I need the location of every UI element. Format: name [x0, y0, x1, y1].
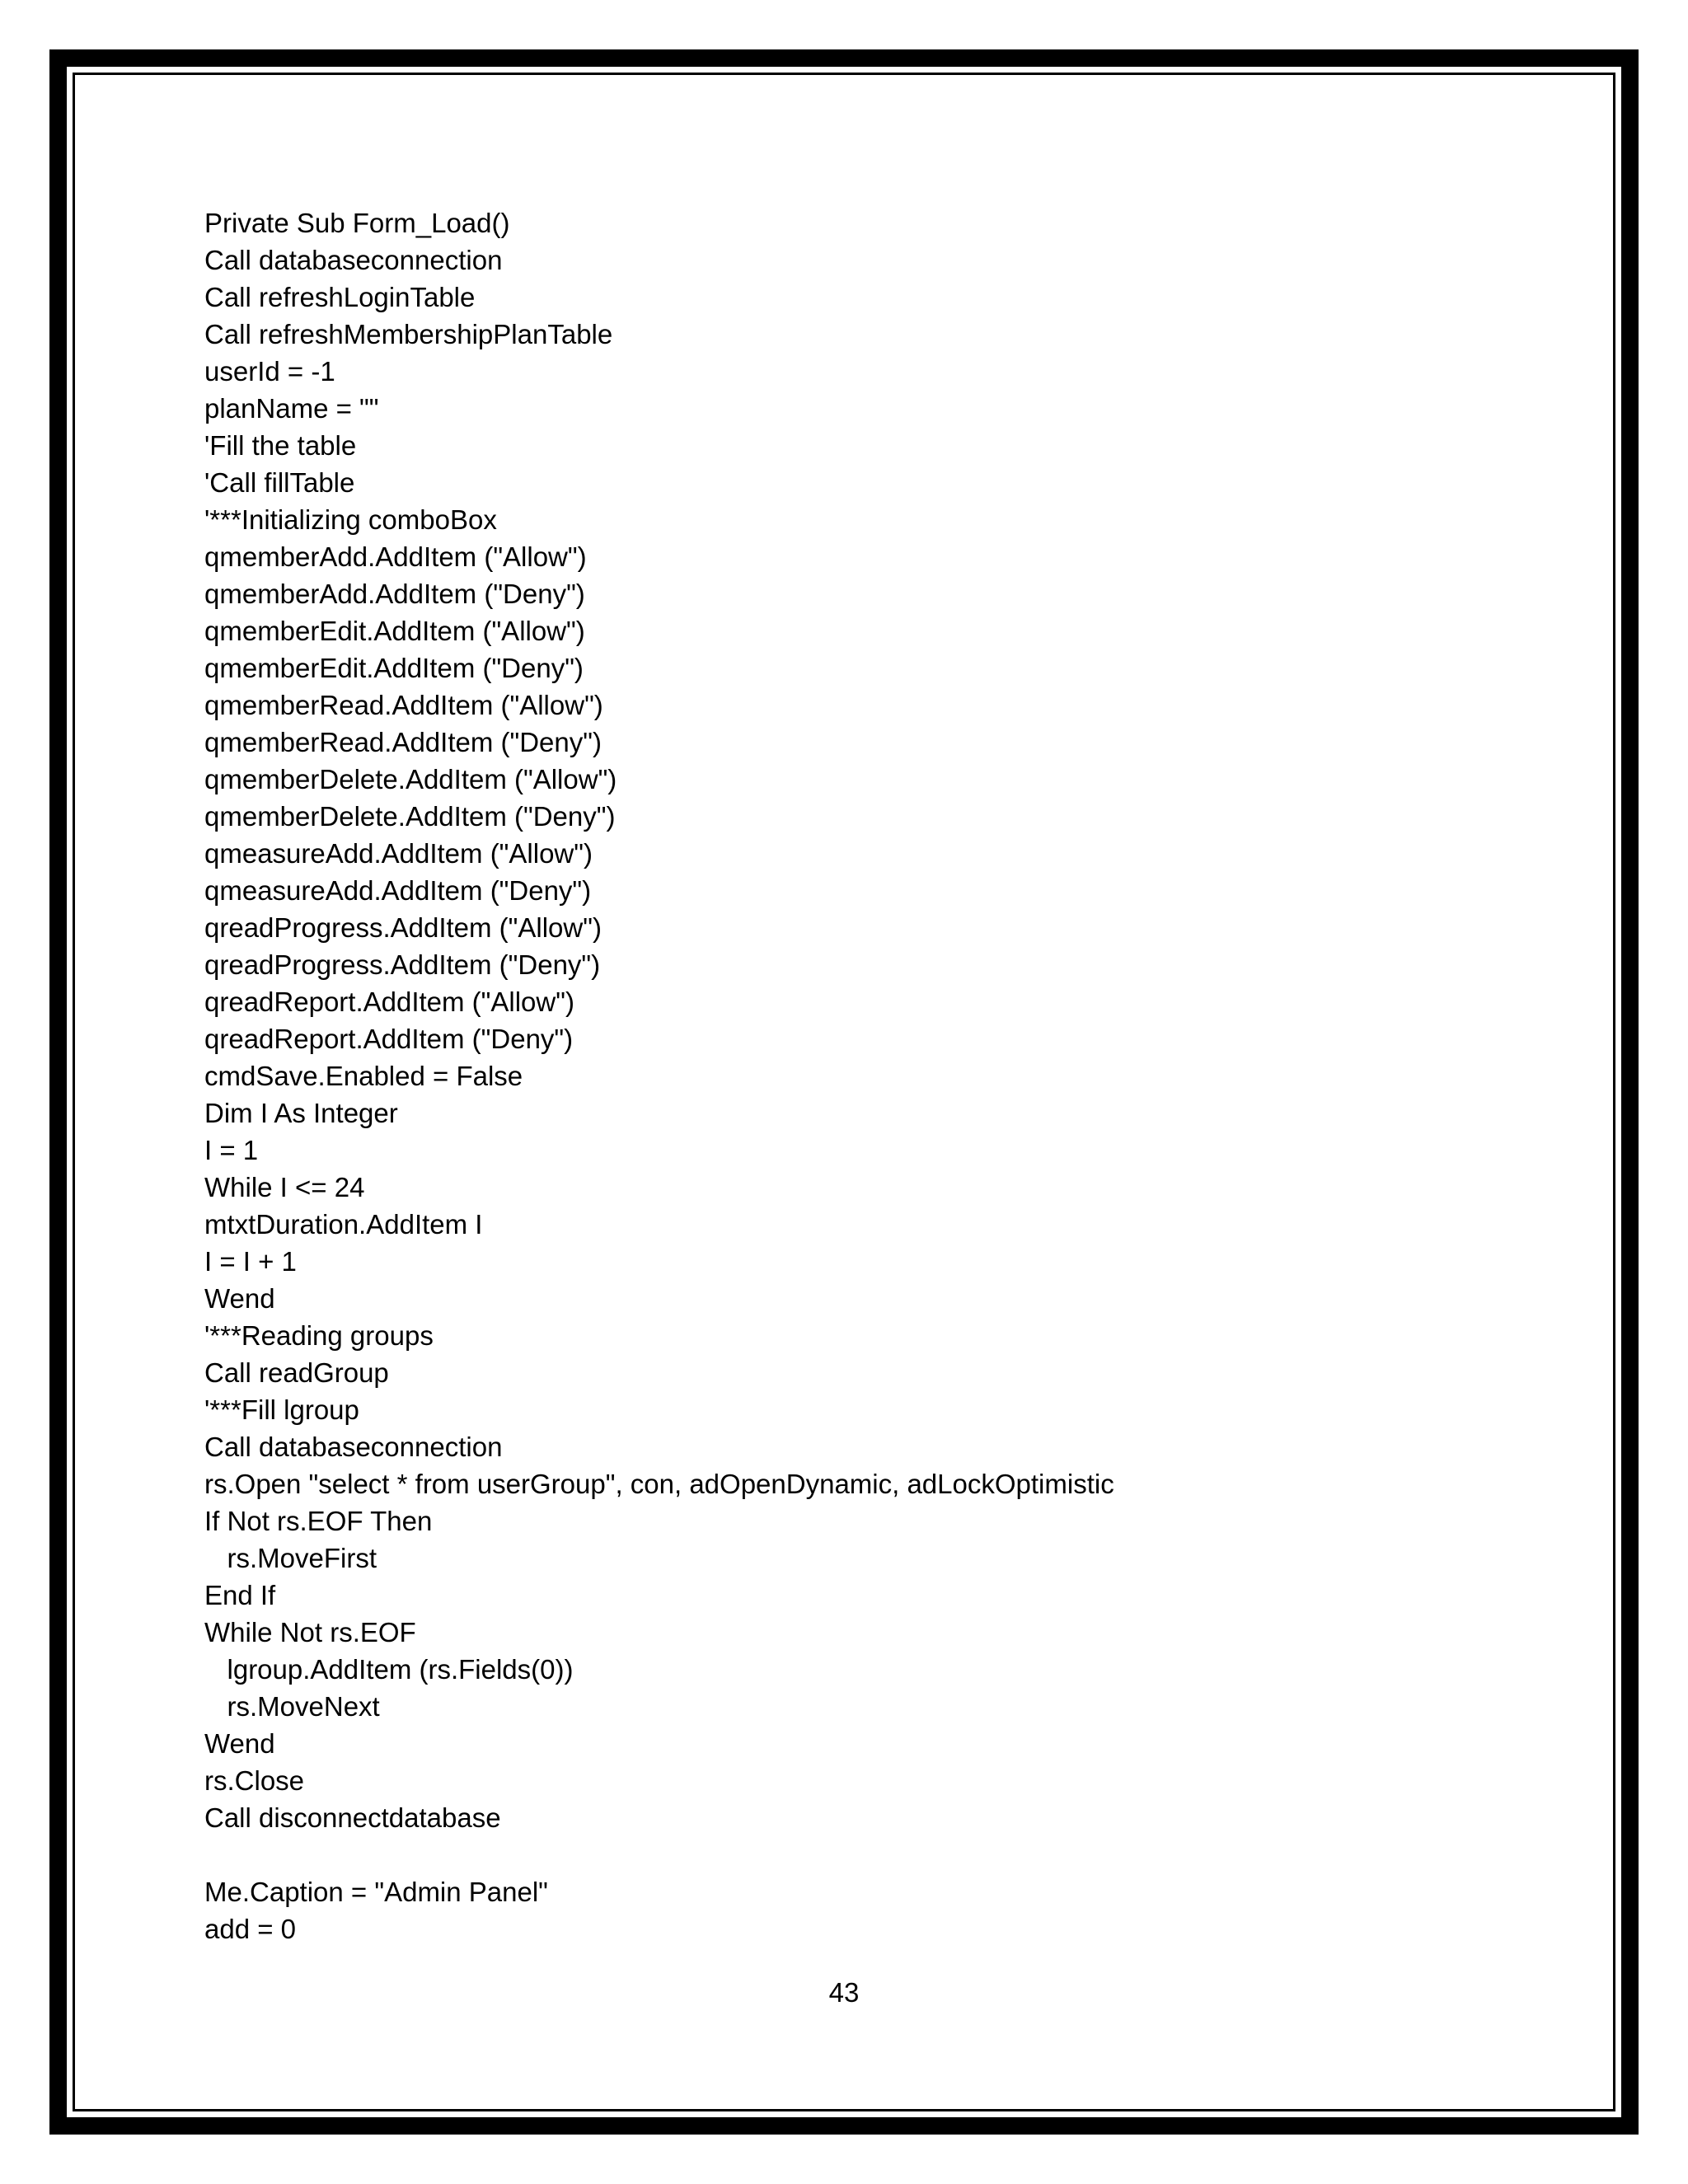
code-line: Call databaseconnection: [204, 1432, 503, 1462]
code-line: Call refreshLoginTable: [204, 282, 476, 312]
code-line: Me.Caption = "Admin Panel": [204, 1877, 548, 1907]
code-line: Wend: [204, 1283, 275, 1314]
code-line: I = I + 1: [204, 1246, 297, 1277]
code-line: lgroup.AddItem (rs.Fields(0)): [204, 1654, 574, 1685]
code-line: qmemberEdit.AddItem ("Deny"): [204, 653, 584, 683]
code-line: I = 1: [204, 1135, 259, 1165]
code-line: Call readGroup: [204, 1357, 389, 1388]
code-line: rs.Open "select * from userGroup", con, adOpenDynamic, adLockOptimistic: [204, 1469, 1114, 1499]
code-line: Dim I As Integer: [204, 1098, 398, 1128]
code-line: Wend: [204, 1728, 275, 1759]
code-line: '***Initializing comboBox: [204, 504, 497, 535]
code-line: '***Fill lgroup: [204, 1394, 359, 1425]
code-line: qmemberRead.AddItem ("Allow"): [204, 690, 603, 720]
code-line: qmeasureAdd.AddItem ("Allow"): [204, 838, 593, 869]
code-line: qreadReport.AddItem ("Allow"): [204, 987, 574, 1017]
code-line: add = 0: [204, 1914, 297, 1944]
code-line: planName = "": [204, 393, 379, 424]
code-line: qreadReport.AddItem ("Deny"): [204, 1024, 574, 1054]
code-line: qmemberDelete.AddItem ("Allow"): [204, 764, 617, 794]
code-line: rs.MoveNext: [204, 1691, 380, 1722]
page-number: 43: [828, 1977, 860, 2008]
code-line: Call disconnectdatabase: [204, 1802, 501, 1833]
code-line: mtxtDuration.AddItem I: [204, 1209, 483, 1240]
code-line: qmemberDelete.AddItem ("Deny"): [204, 801, 616, 832]
code-line: rs.Close: [204, 1765, 305, 1796]
code-line: '***Reading groups: [204, 1320, 434, 1351]
code-listing: [204, 204, 1523, 1947]
code-line: rs.MoveFirst: [204, 1543, 377, 1573]
code-line: qmemberEdit.AddItem ("Allow"): [204, 616, 585, 646]
code-line: Private Sub Form_Load(): [204, 208, 510, 238]
code-line: 'Call fillTable: [204, 467, 355, 498]
code-line: qmemberRead.AddItem ("Deny"): [204, 727, 602, 757]
code-line: While Not rs.EOF: [204, 1617, 416, 1647]
code-line: qreadProgress.AddItem ("Deny"): [204, 949, 601, 980]
code-line: qmemberAdd.AddItem ("Allow"): [204, 541, 587, 572]
code-line: 'Fill the table: [204, 430, 357, 461]
code-line: cmdSave.Enabled = False: [204, 1061, 523, 1091]
code-line: [204, 1836, 1523, 1873]
code-line: Call databaseconnection: [204, 245, 503, 275]
code-line: Call refreshMembershipPlanTable: [204, 319, 613, 349]
code-line: End If: [204, 1580, 276, 1610]
code-line: qreadProgress.AddItem ("Allow"): [204, 912, 602, 943]
code-line: qmemberAdd.AddItem ("Deny"): [204, 579, 585, 609]
code-line: qmeasureAdd.AddItem ("Deny"): [204, 875, 592, 906]
code-line: While I <= 24: [204, 1172, 365, 1202]
code-line: If Not rs.EOF Then: [204, 1506, 433, 1536]
code-line: userId = -1: [204, 356, 335, 387]
